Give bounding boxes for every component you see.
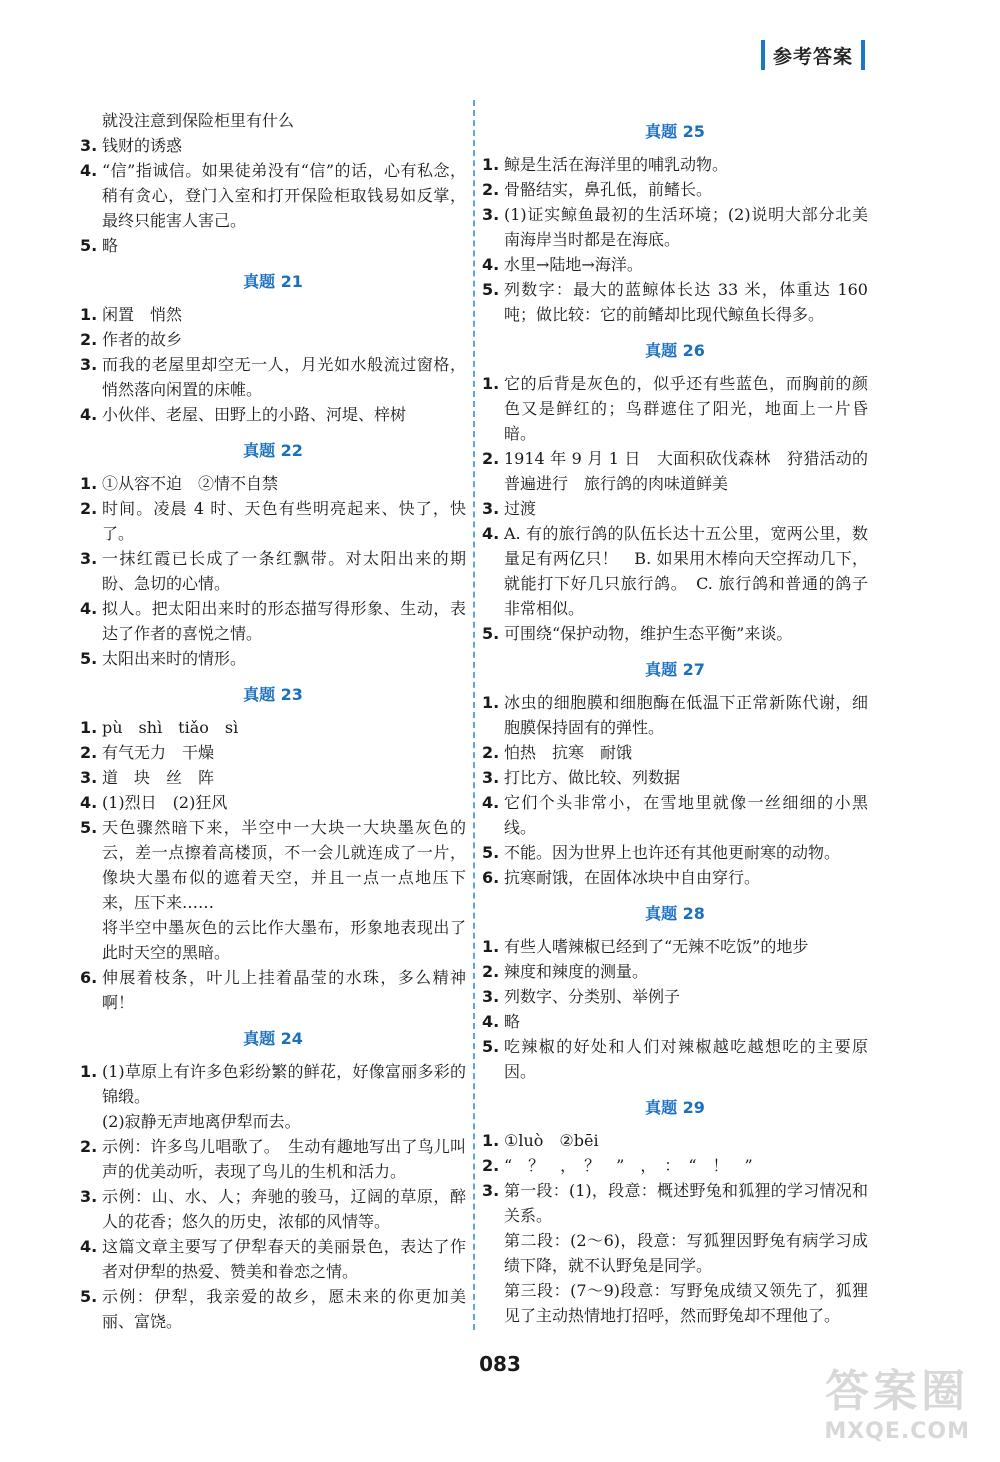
item-number: 1.: [482, 937, 500, 956]
answer-item: [482, 1034, 868, 1084]
item-text: 小伙伴、老屋、田野上的小路、河堤、梓树: [102, 405, 407, 424]
section-title: 真题 25: [645, 122, 705, 141]
watermark-top: 答案圈: [825, 1366, 970, 1417]
answer-item: [482, 177, 868, 202]
item-number: [482, 1278, 504, 1328]
item-number: 5.: [80, 818, 98, 837]
item-number: 6.: [482, 868, 500, 887]
answer-item: [482, 277, 874, 327]
item-number: 5.: [80, 1287, 98, 1306]
item-text: 示例：伊犁，我亲爱的故乡，愿未来的你更加美丽、富饶。: [102, 1287, 466, 1331]
section-title: 真题 22: [243, 441, 303, 460]
item-text: 辣度和辣度的测量。: [504, 962, 649, 981]
answer-item: [80, 1234, 466, 1284]
header-bar-right: [861, 40, 865, 70]
item-text: 这篇文章主要写了伊犁春天的美丽景色，表达了作者对伊犁的热爱、赞美和眷恋之情。: [102, 1237, 466, 1281]
answer-item: [80, 327, 466, 352]
answer-item: [80, 1059, 466, 1109]
item-text: 冰虫的细胞膜和细胞酶在低温下正常新陈代谢，细胞膜保持固有的弹性。: [504, 693, 868, 737]
item-text: ①luò ②bēi: [504, 1131, 599, 1150]
answer-item: [80, 790, 466, 815]
item-number: 3.: [482, 1181, 500, 1200]
item-text: 它们个头非常小，在雪地里就像一丝细细的小黑线。: [504, 793, 868, 837]
item-text: 道 块 丝 阵: [102, 768, 215, 787]
item-text: 示例：许多鸟儿唱歌了。 生动有趣地写出了鸟儿叫声的优美动听，表现了鸟儿的生机和活力。: [102, 1137, 466, 1181]
answer-item: [482, 371, 868, 446]
item-number: 4.: [80, 599, 98, 618]
answer-item: [80, 352, 466, 402]
item-number: 5.: [482, 280, 500, 299]
watermark-logo: [824, 1355, 970, 1444]
left-column: [80, 108, 466, 1334]
answer-item: [482, 202, 868, 252]
item-number: 5.: [80, 649, 98, 668]
item-text: 鲸是生活在海洋里的哺乳动物。: [504, 155, 729, 174]
item-number: 3.: [482, 768, 500, 787]
answer-item: [482, 984, 868, 1009]
item-text: 吃辣椒的好处和人们对辣椒越吃越想吃的主要原因。: [504, 1037, 868, 1081]
item-number: [80, 1109, 102, 1134]
item-text: 伸展着枝条，叶儿上挂着晶莹的水珠，多么精神啊！: [102, 968, 466, 1012]
item-text: 它的后背是灰色的，似乎还有些蓝色，而胸前的颜色又是鲜红的；鸟群遮住了阳光，地面上一片昏暗。: [504, 374, 868, 443]
item-text: 太阳出来时的情形。: [102, 649, 247, 668]
answer-item: [80, 1184, 466, 1234]
answer-item: [80, 915, 466, 965]
answer-item: [80, 596, 466, 646]
item-number: 3.: [482, 987, 500, 1006]
answer-item: [482, 765, 868, 790]
item-number: 2.: [482, 449, 500, 468]
item-number: 2.: [80, 499, 98, 518]
item-number: 1.: [482, 155, 500, 174]
answer-item: [80, 108, 466, 133]
item-number: 2.: [80, 1137, 98, 1156]
item-number: 5.: [482, 1037, 500, 1056]
item-number: 5.: [80, 236, 98, 255]
item-text: 过渡: [504, 499, 537, 518]
answer-item: [482, 521, 868, 621]
item-text: 而我的老屋里却空无一人，月光如水般流过窗格，悄然落向闲置的床帷。: [102, 355, 466, 399]
item-text: 有些人嗜辣椒已经到了“无辣不吃饭”的地步: [504, 937, 809, 956]
item-number: 3.: [80, 1187, 98, 1206]
answer-item: [482, 152, 868, 177]
item-text: 不能。因为世界上也许还有其他更耐寒的动物。: [504, 843, 841, 862]
section-title: 真题 28: [645, 904, 705, 923]
answer-item: [482, 959, 868, 984]
right-column: [482, 108, 874, 1328]
item-number: 4.: [80, 793, 98, 812]
answer-item: [80, 1134, 466, 1184]
answer-item: [80, 546, 466, 596]
section-title: 真题 26: [645, 341, 705, 360]
answer-item: [482, 790, 868, 840]
item-text: 就没注意到保险柜里有什么: [102, 111, 295, 130]
item-text: 将半空中墨灰色的云比作大墨布，形象地表现出了此时天空的黑暗。: [102, 918, 466, 962]
item-number: 5.: [482, 624, 500, 643]
item-number: 1.: [482, 374, 500, 393]
item-number: 4.: [482, 255, 500, 274]
item-number: [80, 915, 102, 965]
answer-item: [80, 402, 466, 427]
answer-item: [482, 1153, 868, 1178]
page-header: [761, 38, 865, 72]
item-text: 拟人。把太阳出来时的形态描写得形象、生动，表达了作者的喜悦之情。: [102, 599, 466, 643]
item-text: 第二段：(2～6)，段意：写狐狸因野兔有病学习成绩下降，就不认野兔是同学。: [504, 1231, 868, 1275]
item-text: “ ？ ， ？ ” ， ： “ ！ ”: [504, 1156, 753, 1175]
answer-item: [80, 158, 466, 233]
item-text: (1)烈日 (2)狂风: [102, 793, 228, 812]
item-number: 2.: [80, 330, 98, 349]
answer-item: [80, 133, 466, 158]
item-number: 6.: [80, 968, 98, 987]
column-divider: [473, 100, 475, 1330]
item-text: 钱财的诱惑: [102, 136, 183, 155]
item-text: 第三段：(7～9)段意：写野兔成绩又领先了，狐狸见了主动热情地打招呼，然而野兔却不理他了。: [504, 1281, 868, 1325]
item-text: 有气无力 干燥: [102, 743, 215, 762]
item-text: 1914 年 9 月 1 日 大面积砍伐森林 狩猎活动的普遍进行 旅行鸽的肉味道鲜美: [504, 449, 868, 493]
section-title: 真题 29: [645, 1098, 705, 1117]
item-number: 4.: [482, 793, 500, 812]
item-text: A. 有的旅行鸽的队伍长达十五公里，宽两公里，数量足有两亿只！ B. 如果用木棒向天空挥动几下，就能打下好几只旅行鸽。 C. 旅行鸽和普通的鸽子非常相似。: [504, 524, 868, 618]
answer-item: [80, 471, 466, 496]
item-number: 1.: [482, 1131, 500, 1150]
item-text: 时间。凌晨 4 时、天色有些明亮起来、快了，快了。: [102, 499, 466, 543]
item-number: 1.: [482, 693, 500, 712]
item-text: 列数字：最大的蓝鲸体长达 33 米，体重达 160 吨；做比较：它的前鳍却比现代鲸鱼长得多。: [504, 280, 874, 324]
section-title: 真题 23: [243, 685, 303, 704]
item-number: 1.: [80, 474, 98, 493]
item-number: 4.: [80, 1237, 98, 1256]
answer-item: [80, 302, 466, 327]
item-number: 1.: [80, 1062, 98, 1081]
item-number: 1.: [80, 305, 98, 324]
item-number: 3.: [80, 549, 98, 568]
answer-item: [80, 496, 466, 546]
answer-item: [482, 690, 868, 740]
item-text: 怕热 抗寒 耐饿: [504, 743, 633, 762]
item-text: 骨骼结实，鼻孔低，前鳍长。: [504, 180, 713, 199]
answer-item: [482, 252, 868, 277]
section-title: 真题 24: [243, 1029, 303, 1048]
answer-item: [80, 1284, 466, 1334]
item-number: 2.: [482, 180, 500, 199]
answer-item: [80, 765, 466, 790]
item-text: 作者的故乡: [102, 330, 183, 349]
answer-item: [482, 496, 868, 521]
answer-item: [482, 621, 868, 646]
item-number: 2.: [80, 743, 98, 762]
answer-item: [80, 1109, 466, 1134]
item-text: 略: [504, 1012, 521, 1031]
item-text: “信”指诚信。如果徒弟没有“信”的话，心有私念，稍有贪心，登门入室和打开保险柜取钱易如反掌，最终只能害人害己。: [102, 161, 466, 230]
item-text: 一抹红霞已长成了一条红飘带。对太阳出来的期盼、急切的心情。: [102, 549, 466, 593]
item-text: 打比方、做比较、列数据: [504, 768, 681, 787]
header-title: 参考答案: [772, 45, 853, 68]
item-text: (2)寂静无声地离伊犁而去。: [102, 1112, 301, 1131]
item-text: (1)证实鲸鱼最初的生活环境；(2)说明大部分北美南海岸当时都是在海底。: [504, 205, 868, 249]
item-number: [80, 108, 102, 133]
answer-item: [482, 934, 868, 959]
answer-item: [80, 740, 466, 765]
item-text: 闲置 悄然: [102, 305, 183, 324]
item-number: 3.: [482, 205, 500, 224]
item-text: 示例：山、水、人；奔驰的骏马，辽阔的草原，醉人的花香；悠久的历史，浓郁的风情等。: [102, 1187, 466, 1231]
item-text: 列数字、分类别、举例子: [504, 987, 681, 1006]
item-text: 略: [102, 236, 119, 255]
answer-item: [482, 446, 868, 496]
item-number: 2.: [482, 962, 500, 981]
item-number: 3.: [482, 499, 500, 518]
item-number: 5.: [482, 843, 500, 862]
item-number: 3.: [80, 355, 98, 374]
answer-item: [482, 740, 868, 765]
item-number: 1.: [80, 718, 98, 737]
answer-item: [80, 646, 466, 671]
item-text: 天色骤然暗下来，半空中一大块一大块墨灰色的云，差一点擦着高楼顶，不一会儿就连成了一片，像块大墨布似的遮着天空，并且一点一点地压下来，压下来……: [102, 818, 466, 912]
answer-item: [482, 865, 868, 890]
item-number: 4.: [80, 405, 98, 424]
item-number: 4.: [80, 161, 98, 180]
item-text: 水里→陆地→海洋。: [504, 255, 643, 274]
item-number: 2.: [482, 1156, 500, 1175]
header-bar-left: [761, 40, 765, 70]
item-number: [482, 1228, 504, 1278]
answer-item: [80, 965, 466, 1015]
item-text: 第一段：(1)，段意：概述野兔和狐狸的学习情况和关系。: [504, 1181, 868, 1225]
answer-item: [482, 1228, 868, 1278]
section-title: 真题 21: [243, 272, 303, 291]
watermark-bottom: MXQE.COM: [824, 1419, 970, 1444]
answer-item: [482, 1128, 868, 1153]
item-number: 3.: [80, 768, 98, 787]
answer-item: [482, 1009, 868, 1034]
answer-item: [482, 840, 868, 865]
item-text: pù shì tiǎo sì: [102, 718, 239, 737]
item-number: 4.: [482, 524, 500, 543]
item-text: (1)草原上有许多色彩纷繁的鲜花，好像富丽多彩的锦缎。: [102, 1062, 466, 1106]
item-number: 3.: [80, 136, 98, 155]
page-number: 083: [479, 1352, 521, 1376]
section-title: 真题 27: [645, 660, 705, 679]
answer-item: [80, 233, 466, 258]
answer-item: [482, 1178, 868, 1228]
item-text: 可围绕“保护动物，维护生态平衡”来谈。: [504, 624, 793, 643]
item-text: ①从容不迫 ②情不自禁: [102, 474, 279, 493]
item-number: 2.: [482, 743, 500, 762]
answer-item: [482, 1278, 868, 1328]
item-text: 抗寒耐饿，在固体冰块中自由穿行。: [504, 868, 761, 887]
answer-item: [80, 815, 466, 915]
item-number: 4.: [482, 1012, 500, 1031]
answer-item: [80, 715, 466, 740]
